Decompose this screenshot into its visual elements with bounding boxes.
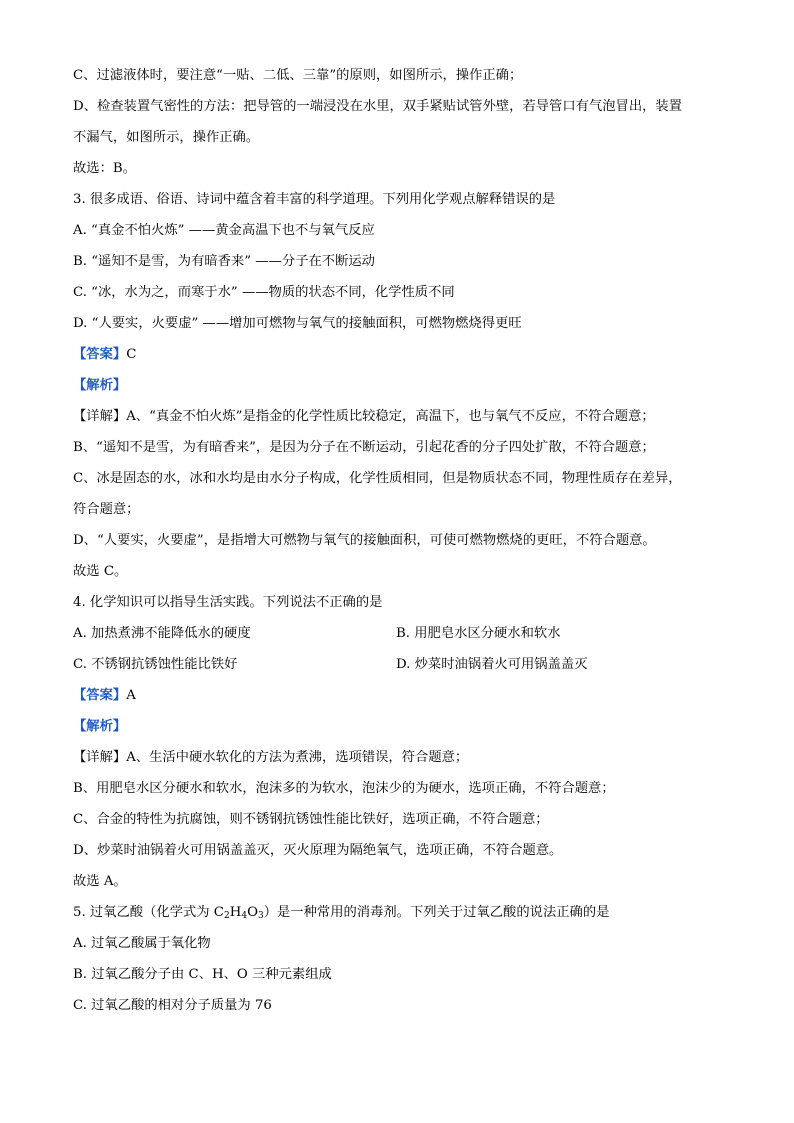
detail-text: A、“真金不怕火炼”是指金的化学性质比较稳定，高温下，也与氧气不反应，不符合题意；	[126, 409, 655, 424]
detail-tag: 【详解】	[73, 409, 127, 424]
detail-line: C、冰是固态的水，冰和水均是由水分子构成，化学性质相同，但是物质状态不同，物理性质存在差异，	[73, 471, 682, 486]
answer-choice-line: 故选 A。	[73, 874, 127, 889]
text-line: C、过滤液体时，要注意“一贴、二低、三靠”的原则，如图所示，操作正确；	[73, 68, 523, 83]
option-a: A. 过氧乙酸属于氧化物	[73, 936, 211, 951]
analysis-tag: 【解析】	[73, 378, 127, 393]
formula-part: O	[247, 905, 258, 920]
subscript: 4	[241, 911, 248, 921]
detail-line: D、炒菜时油锅着火可用锅盖盖灭，灭火原理为隔绝氧气，选项正确，不符合题意。	[73, 843, 563, 858]
subscript: 2	[224, 911, 230, 921]
detail-line: C、合金的特性为抗腐蚀，则不锈钢抗锈蚀性能比铁好，选项正确，不符合题意；	[73, 812, 549, 827]
answer-line	[73, 686, 136, 706]
analysis-line	[73, 717, 126, 737]
answer-line	[73, 345, 136, 365]
option-a: A. 加热煮沸不能降低水的硬度	[73, 626, 251, 641]
formula-part: H	[229, 905, 242, 920]
detail-tag: 【详解】	[73, 750, 127, 765]
option-c: C. 过氧乙酸的相对分子质量为 76	[73, 998, 272, 1013]
question-5	[73, 903, 609, 926]
text-line: D、检查装置气密性的方法：把导管的一端浸没在水里，双手紧贴试管外壁，若导管口有气泡冒出，装置	[73, 99, 683, 114]
detail-line: B、用肥皂水区分硬水和软水，泡沫多的为软水，泡沫少的为硬水，选项正确，不符合题意；	[73, 781, 615, 796]
option-c: C. “冰，水为之，而寒于水” ——物质的状态不同，化学性质不同	[73, 285, 455, 300]
option-d: D. 炒菜时油锅着火可用锅盖盖灭	[396, 657, 588, 672]
option-d: D. “人要实，火要虚” ——增加可燃物与氧气的接触面积，可燃物燃烧得更旺	[73, 316, 522, 331]
analysis-tag: 【解析】	[73, 719, 127, 734]
answer-tag: 【答案】	[73, 347, 127, 362]
option-b: B. 过氧乙酸分子由 C、H、O 三种元素组成	[73, 967, 332, 982]
analysis-line	[73, 376, 126, 396]
question-3: 3. 很多成语、俗语、诗词中蕴含着丰富的科学道理。下列用化学观点解释错误的是	[73, 192, 556, 207]
detail-text: A、生活中硬水软化的方法为煮沸，选项错误，符合题意；	[126, 750, 469, 765]
detail-line	[73, 407, 655, 427]
detail-line	[73, 748, 468, 768]
answer-value: C	[126, 347, 137, 362]
answer-choice-line: 故选 C。	[73, 564, 128, 579]
option-c: C. 不锈钢抗锈蚀性能比铁好	[73, 657, 238, 672]
option-b: B. 用肥皂水区分硬水和软水	[396, 626, 561, 641]
answer-tag: 【答案】	[73, 688, 127, 703]
question-text: 5. 过氧乙酸（化学式为 C	[73, 905, 224, 920]
question-text: ）是一种常用的消毒剂。下列关于过氧乙酸的说法正确的是	[263, 905, 610, 920]
question-4: 4. 化学知识可以指导生活实践。下列说法不正确的是	[73, 595, 383, 610]
answer-choice-line: 故选：B。	[73, 161, 136, 176]
option-a: A. “真金不怕火炼” ——黄金高温下也不与氧气反应	[73, 223, 375, 238]
option-b: B. “遥知不是雪，为有暗香来” ——分子在不断运动	[73, 254, 375, 269]
detail-line: B、“遥知不是雪，为有暗香来”，是因为分子在不断运动，引起花香的分子四处扩散，不符合题意；	[73, 440, 655, 455]
detail-line: 符合题意；	[73, 502, 140, 517]
answer-value: A	[126, 688, 136, 703]
subscript: 3	[257, 911, 264, 921]
text-line: 不漏气，如图所示，操作正确。	[73, 130, 260, 145]
detail-line: D、“人要实，火要虚”，是指增大可燃物与氧气的接触面积，可使可燃物燃烧的更旺，不符合题意。	[73, 533, 656, 548]
